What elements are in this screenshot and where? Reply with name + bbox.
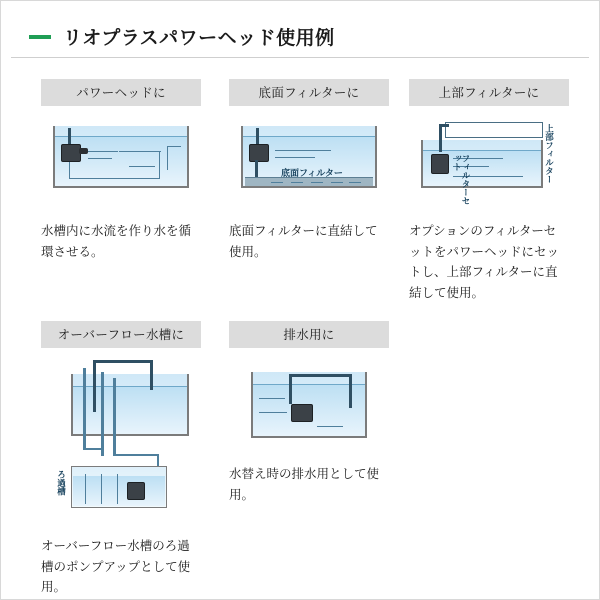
- flow-line-3: [119, 151, 161, 152]
- top-filter-label: 上部フィルター: [544, 124, 555, 184]
- return-pipe-top: [93, 360, 153, 363]
- drain-hose-down: [349, 374, 352, 408]
- panel-under-gravel-caption: 底面フィルターに直結して使用。: [229, 224, 378, 259]
- plate-flow-1: [271, 182, 283, 183]
- plate-flow-5: [349, 182, 361, 183]
- heading-dash-icon: [29, 35, 51, 39]
- uplift-tube: [255, 160, 258, 178]
- riser-pipe: [439, 124, 442, 152]
- down-pipe: [101, 372, 104, 456]
- page-title: リオプラスパワーヘッド使用例: [63, 28, 335, 49]
- water-surface-line: [243, 136, 375, 137]
- panel-under-gravel: [229, 79, 389, 262]
- flow-line-4: [167, 146, 181, 147]
- power-head-pump: [61, 144, 81, 162]
- flow-line-bottom: [69, 178, 159, 179]
- flow-line-1: [275, 150, 331, 151]
- intake-pipe: [256, 128, 259, 144]
- flow-line-2: [88, 158, 112, 159]
- intake-pipe: [68, 128, 71, 144]
- drain-pump: [291, 404, 313, 422]
- flow-line-1: [259, 398, 285, 399]
- plate-flow-4: [331, 182, 343, 183]
- page-heading: [29, 23, 335, 50]
- panel-drain-figure: [229, 348, 389, 458]
- drain-hose-in: [289, 374, 292, 404]
- water-surface-line: [73, 386, 187, 387]
- pump-outlet: [79, 148, 88, 154]
- flow-line-right-riser: [159, 152, 160, 179]
- flow-line-2: [259, 412, 287, 413]
- panel-drain-caption: 水替え時の排水用として使用。: [229, 467, 380, 502]
- overflow-pipe: [150, 360, 153, 390]
- sump-label: ろ過槽: [56, 470, 67, 496]
- under-gravel-filter-label: 底面フィルター: [281, 168, 343, 178]
- filter-set-label: フィルターセット: [452, 154, 471, 205]
- panel-power-head-caption: 水槽内に水流を作り水を循環させる。: [41, 224, 192, 259]
- plate-flow-3: [311, 182, 323, 183]
- pipe-bend-1: [83, 448, 103, 450]
- panel-drain: [229, 321, 389, 505]
- power-head-pump: [249, 144, 269, 162]
- tank-water: [73, 386, 187, 434]
- sump-baffle-2: [101, 474, 102, 504]
- sump-baffle-3: [117, 474, 118, 504]
- panel-under-gravel-figure: [229, 106, 389, 211]
- water-surface-line: [55, 136, 187, 137]
- panel-top-filter: [409, 79, 569, 304]
- panel-overflow-caption: オーバーフロー水槽のろ過槽のポンプアップとして使用。: [41, 539, 191, 595]
- panel-under-gravel-header: 底面フィルターに: [229, 79, 389, 106]
- panel-top-filter-caption: オプションのフィルターセットをパワーヘッドにセットし、上部フィルターに直結して使用。: [409, 224, 560, 300]
- panel-power-head: [41, 79, 201, 262]
- flow-line-6: [129, 166, 155, 167]
- flow-line-left-riser: [69, 162, 70, 179]
- sump-pump: [127, 482, 145, 500]
- heading-divider: [11, 57, 589, 58]
- panel-overflow-header: オーバーフロー水槽に: [41, 321, 201, 348]
- flow-line-1: [88, 151, 118, 152]
- panel-top-filter-header: 上部フィルターに: [409, 79, 569, 106]
- panel-power-head-header: パワーヘッドに: [41, 79, 201, 106]
- top-filter-box: [445, 122, 543, 138]
- sump-water: [73, 476, 165, 506]
- power-head-pump: [431, 154, 449, 174]
- return-pipe-down: [93, 360, 96, 412]
- flow-line-5: [167, 146, 168, 170]
- down-pipe-2: [113, 378, 116, 454]
- plate-flow-2: [291, 182, 303, 183]
- flow-line-2: [275, 157, 315, 158]
- panel-power-head-figure: [41, 106, 201, 211]
- riser-elbow: [439, 124, 449, 127]
- drain-hose-top: [289, 374, 351, 377]
- panel-overflow-figure: [41, 348, 201, 528]
- panel-overflow-tank: [41, 321, 201, 598]
- pipe-bend-2: [113, 454, 159, 456]
- standpipe: [83, 368, 86, 448]
- sump-baffle-1: [85, 474, 86, 504]
- flow-line-3: [317, 426, 343, 427]
- panel-drain-header: 排水用に: [229, 321, 389, 348]
- panel-top-filter-figure: [409, 106, 569, 211]
